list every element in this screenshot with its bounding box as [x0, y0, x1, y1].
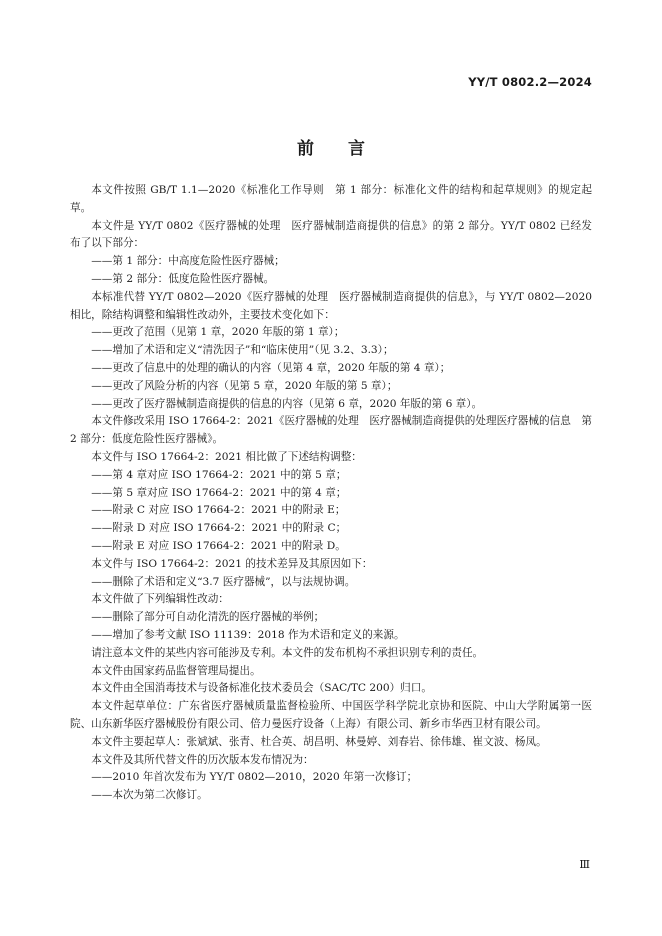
list-item-history-2010: ——2010 年首次发布为 YY/T 0802—2010，2020 年第一次修订；: [91, 771, 418, 784]
list-item-change-scope: ——更改了范围（见第 1 章，2020 年版的第 1 章）；: [91, 326, 345, 339]
paragraph-drafters: 本文件主要起草人：张斌斌、张青、杜合英、胡昌明、林曼婷、刘春岩、徐伟雄、崔文波、杨凤。: [91, 735, 547, 748]
list-item-change-risk: ——更改了风险分析的内容（见第 5 章，2020 年版的第 5 章）；: [91, 379, 398, 392]
list-item-structure-ch5: ——第 5 章对应 ISO 17664-2：2021 中的第 4 章；: [91, 486, 347, 499]
page-title: [0, 134, 662, 159]
page-title-char-2: 言: [348, 139, 365, 159]
paragraph-replaces: 本标准代替 YY/T 0802—2020《医疗器械的处理 医疗器械制造商提供的信息》，与 YY/T 0802—2020 相比，除结构调整和编辑性改动外，主要技术变化如下：: [70, 290, 592, 321]
list-item-history-current: ——本次为第二次修订。: [91, 789, 208, 802]
paragraph-technical-differences: 本文件与 ISO 17664-2：2021 的技术差异及其原因如下：: [91, 557, 373, 570]
list-item-deleted-examples: ——删除了部分可自动化清洗的医疗器械的举例；: [91, 611, 325, 624]
page-title-char-1: 前: [297, 139, 314, 159]
list-item-change-terms: ——增加了术语和定义“清洗因子”和“临床使用”（见 3.2、3.3）；: [91, 344, 394, 357]
list-item-structure-ch4: ——第 4 章对应 ISO 17664-2：2021 中的第 5 章；: [91, 468, 347, 481]
paragraph-structure-changes: 本文件与 ISO 17664-2：2021 相比做了下述结构调整：: [91, 450, 362, 463]
paragraph-editorial-changes: 本文件做了下列编辑性改动：: [91, 593, 229, 606]
list-item-structure-annex-d: ——附录 D 对应 ISO 17664-2：2021 中的附录 C；: [91, 522, 347, 535]
list-item-part-2: ——第 2 部分：低度危险性医疗器械。: [91, 272, 275, 285]
list-item-part-1: ——第 1 部分：中高度危险性医疗器械；: [91, 255, 285, 268]
paragraph-patent-notice: 请注意本文件的某些内容可能涉及专利。本文件的发布机构不承担识别专利的责任。: [91, 646, 484, 659]
paragraph-series-intro: 本文件是 YY/T 0802《医疗器械的处理 医疗器械制造商提供的信息》的第 2 部分。YY/T 0802 已经发布了以下部分：: [70, 219, 592, 250]
list-item-structure-annex-c: ——附录 C 对应 ISO 17664-2：2021 中的附录 E；: [91, 504, 346, 517]
paragraph-proposed-by: 本文件由国家药品监督管理局提出。: [91, 664, 261, 677]
paragraph-drafting-rules: 本文件按照 GB/T 1.1—2020《标准化工作导则 第 1 部分：标准化文件的结构和起草规则》的规定起草。: [70, 184, 592, 214]
list-item-deleted-term: ——删除了术语和定义“3.7 医疗器械”，以与法规协调。: [91, 575, 356, 588]
paragraph-administered-by: 本文件由全国消毒技术与设备标准化技术委员会（SAC/TC 200）归口。: [91, 682, 432, 695]
page-number: Ⅲ: [579, 858, 590, 871]
list-item-change-info: ——更改了医疗器械制造商提供的信息的内容（见第 6 章，2020 年版的第 6 章）。: [91, 397, 483, 410]
standard-code: YY/T 0802.2—2024: [468, 75, 592, 89]
paragraph-version-history: 本文件及其所代替文件的历次版本发布情况为：: [91, 753, 314, 766]
list-item-change-validation: ——更改了信息中的处理的确认的内容（见第 4 章，2020 年版的第 4 章）；: [91, 361, 451, 374]
list-item-added-reference: ——增加了参考文献 ISO 11139：2018 作为术语和定义的来源。: [91, 628, 405, 641]
paragraph-iso-adoption: 本文件修改采用 ISO 17664-2：2021《医疗器械的处理 医疗器械制造商提供的处理医疗器械的信息 第 2 部分：低度危险性医疗器械》。: [70, 415, 592, 446]
foreword-body: [70, 182, 592, 805]
list-item-structure-annex-e: ——附录 E 对应 ISO 17664-2：2021 中的附录 D。: [91, 539, 346, 552]
paragraph-drafting-organizations: 本文件起草单位：广东省医疗器械质量监督检验所、中国医学科学院北京协和医院、中山大学附属第一医院、山东新华医疗器械股份有限公司、倍力曼医疗设备（上海）有限公司、新乡市华西卫材有限公司。: [70, 700, 592, 730]
